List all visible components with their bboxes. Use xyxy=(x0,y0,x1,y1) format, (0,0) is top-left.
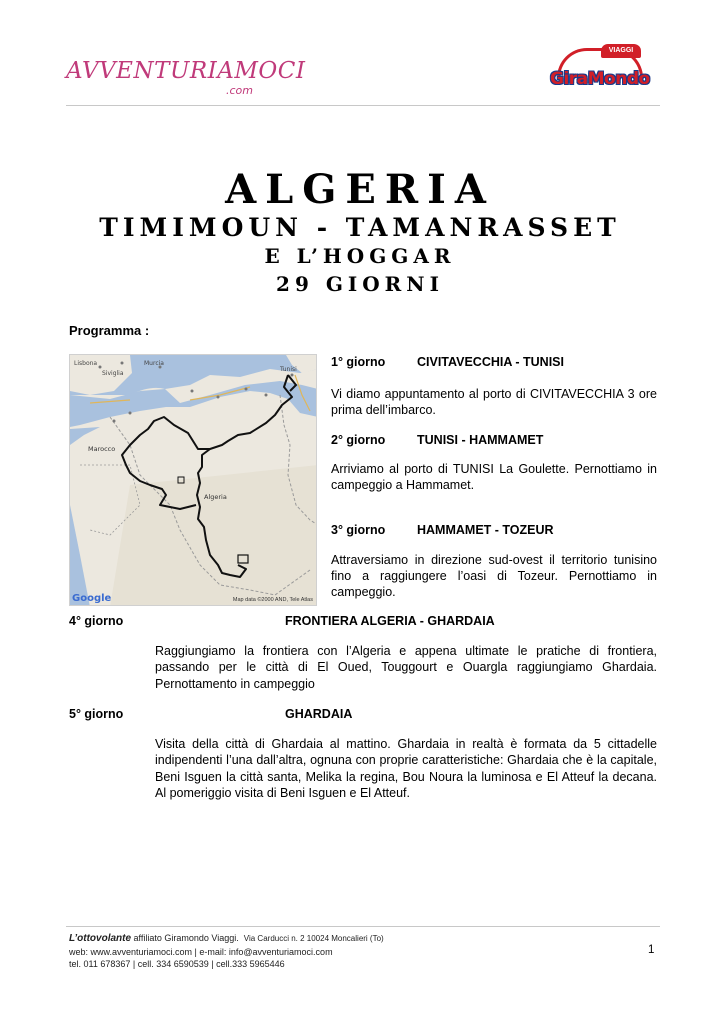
map-credit: Map data ©2000 AND, Tele Atlas xyxy=(232,597,313,603)
day-1-title: CIVITAVECCHIA - TUNISI xyxy=(417,355,564,369)
day-3-title: HAMMAMET - TOZEUR xyxy=(417,523,554,537)
day-4-label: 4° giorno xyxy=(69,614,124,628)
day-4-text: Raggiungiamo la frontiera con l’Algeria e appena ultimate le pratiche di frontiera, passando per le città di El Oued, Touggourt e Ouargla raggiungiamo Ghardaia. Pernottamento in campeggio xyxy=(155,644,657,691)
programma-label: Programma : xyxy=(69,323,150,338)
route-map xyxy=(69,354,317,606)
day-5-title: GHARDAIA xyxy=(285,707,353,721)
map-sahara xyxy=(110,465,317,606)
day-4-title: FRONTIERA ALGERIA - GHARDAIA xyxy=(285,614,495,628)
title-line-3: E L’HOGGAR xyxy=(264,244,456,268)
day-3-label: 3° giorno xyxy=(331,523,386,537)
day-3-text: Attraversiamo in direzione sud-ovest il territorio tunisino fino a raggiungere l’oasi di Tozeur. Pernottiamo in campeggio. xyxy=(331,553,657,599)
google-logo: Google xyxy=(72,593,112,604)
day-3-block xyxy=(331,522,657,538)
map-label-tunisi: Tunisi xyxy=(280,366,297,373)
day-2-label: 2° giorno xyxy=(331,433,386,447)
map-label-algeria: Algeria xyxy=(204,493,227,501)
avventuriamoci-logo xyxy=(66,58,306,102)
page-number: 1 xyxy=(648,944,655,956)
day-2-heading xyxy=(331,432,657,448)
map-label-lisboa: Lisbona xyxy=(74,360,98,367)
map-label-marocco: Marocco xyxy=(88,445,116,453)
day-2-title: TUNISI - HAMMAMET xyxy=(417,433,544,447)
day-1-label: 1° giorno xyxy=(331,355,386,369)
footer xyxy=(69,932,629,971)
footer-tel-line: tel. 011 678367 | cell. 334 6590539 | cell.333 5965446 xyxy=(69,959,285,969)
header-divider xyxy=(66,105,660,106)
title-line-2: TIMIMOUN - TAMANRASSET xyxy=(99,213,621,242)
day-1-block xyxy=(331,354,657,370)
day-3-heading xyxy=(331,522,657,538)
map-label-murcia: Murcia xyxy=(144,360,164,367)
footer-divider xyxy=(66,926,660,927)
document-title xyxy=(60,168,660,300)
day-1-text: Vi diamo appuntamento al porto di CIVITAVECCHIA 3 ore prima dell’imbarco. xyxy=(331,387,657,417)
day-1-heading xyxy=(331,354,657,370)
day-5-label: 5° giorno xyxy=(69,707,124,721)
title-line-4: 29 GIORNI xyxy=(276,272,444,296)
title-line-1: ALGERIA xyxy=(225,166,495,213)
giramondo-logo xyxy=(545,44,653,100)
footer-affiliate: affiliato Giramondo Viaggi. xyxy=(131,933,239,943)
footer-brand: L’ottovolante xyxy=(69,933,132,944)
logo-viaggi-badge: VIAGGI xyxy=(601,44,641,58)
day-5-text: Visita della città di Ghardaia al mattino. Ghardaia in realtà è formata da 5 cittadelle indipendenti l’una dall’altra, ognuna con proprie caratteristiche: Ghardaia che è la capitale, Beni Isguen la città santa, Melika la regina, Bou Noura la luminosa e El Atteuf la decana. Al pomeriggio visita di Beni Isguen e El Atteuf. xyxy=(155,737,657,800)
logo-brand-text: GiraMondo xyxy=(550,69,650,89)
logo-left-text: AVVENTURIAMOCI xyxy=(66,58,306,84)
day-2-text: Arriviamo al porto di TUNISI La Goulette. Pernottiamo in campeggio a Hammamet. xyxy=(331,462,657,492)
footer-web-line: web: www.avventuriamoci.com | e-mail: info@avventuriamoci.com xyxy=(69,946,333,957)
map-label-siviglia: Siviglia xyxy=(102,370,124,377)
footer-address: Via Carducci n. 2 10024 Moncalieri (To) xyxy=(243,934,384,943)
footer-line-1 xyxy=(69,932,629,946)
route-map-graphic xyxy=(70,355,317,606)
logo-left-domain: .com xyxy=(226,84,253,97)
day-2-block xyxy=(331,432,657,448)
